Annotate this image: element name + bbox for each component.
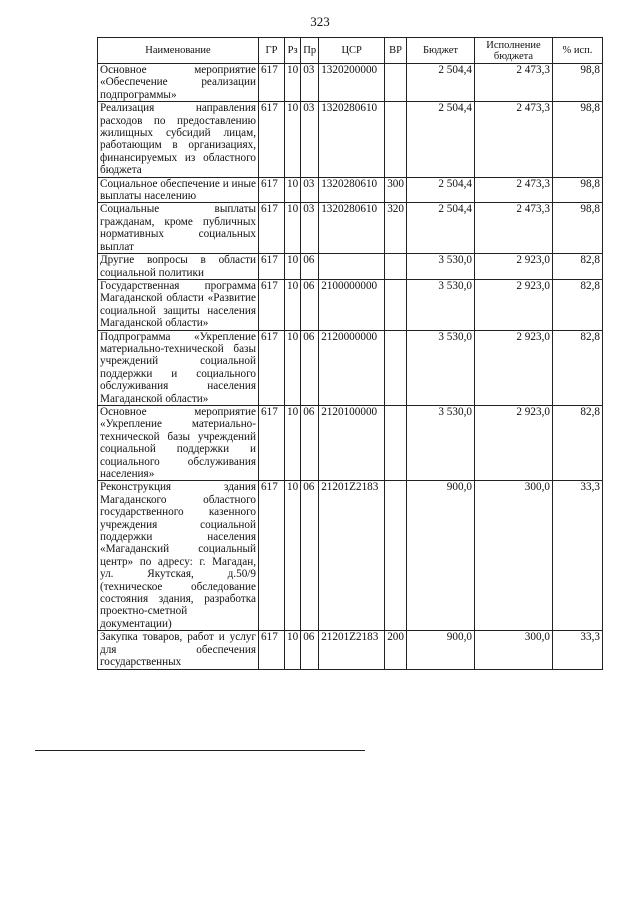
cell-pr: 06 (301, 254, 319, 280)
header-execution: Исполнение бюджета (474, 38, 552, 64)
cell-percent: 33,3 (552, 631, 602, 669)
cell-rz: 10 (285, 405, 301, 480)
cell-percent: 98,8 (552, 203, 602, 254)
cell-gr: 617 (259, 64, 285, 102)
cell-percent: 33,3 (552, 481, 602, 631)
budget-table (97, 37, 603, 670)
cell-rz: 10 (285, 481, 301, 631)
table-row (98, 254, 603, 280)
cell-execution: 2 473,3 (474, 203, 552, 254)
table-row (98, 330, 603, 405)
cell-rz: 10 (285, 254, 301, 280)
cell-vr (385, 64, 407, 102)
cell-vr (385, 330, 407, 405)
page-number: 323 (310, 14, 330, 29)
cell-rz: 10 (285, 203, 301, 254)
cell-execution: 2 473,3 (474, 102, 552, 177)
cell-budget: 3 530,0 (406, 330, 474, 405)
footer-divider (35, 750, 365, 751)
cell-pr: 03 (301, 203, 319, 254)
cell-execution: 2 473,3 (474, 64, 552, 102)
cell-gr: 617 (259, 631, 285, 669)
cell-name: Подпрограмма «Укрепление материально-технической базы учреждений социальной поддержки и социального обслуживания населения Магаданской области» (98, 330, 259, 405)
cell-name: Основное мероприятие «Укрепление материально-технической базы учреждений социальной поддержки и социального обслуживания населения» (98, 405, 259, 480)
cell-name: Государственная программа Магаданской области «Развитие социальной защиты населения Магаданской области» (98, 279, 259, 330)
cell-pr: 03 (301, 64, 319, 102)
cell-csr: 21201Z2183 (319, 481, 385, 631)
cell-percent: 82,8 (552, 330, 602, 405)
cell-csr: 1320200000 (319, 64, 385, 102)
table-row (98, 631, 603, 669)
cell-execution: 2 473,3 (474, 177, 552, 203)
cell-execution: 300,0 (474, 631, 552, 669)
cell-name: Социальные выплаты гражданам, кроме публичных нормативных социальных выплат (98, 203, 259, 254)
cell-pr: 06 (301, 330, 319, 405)
header-name: Наименование (98, 38, 259, 64)
header-gr: ГР (259, 38, 285, 64)
cell-vr (385, 279, 407, 330)
cell-execution: 2 923,0 (474, 330, 552, 405)
table-row (98, 279, 603, 330)
cell-vr (385, 405, 407, 480)
cell-budget: 3 530,0 (406, 279, 474, 330)
table-row (98, 405, 603, 480)
cell-vr (385, 481, 407, 631)
cell-gr: 617 (259, 330, 285, 405)
cell-budget: 2 504,4 (406, 64, 474, 102)
cell-pr: 03 (301, 177, 319, 203)
cell-vr: 320 (385, 203, 407, 254)
cell-pr: 06 (301, 279, 319, 330)
cell-name: Закупка товаров, работ и услуг для обеспечения государственных (98, 631, 259, 669)
header-pr: Пр (301, 38, 319, 64)
cell-csr: 2120000000 (319, 330, 385, 405)
cell-budget: 900,0 (406, 631, 474, 669)
table-row (98, 481, 603, 631)
cell-csr (319, 254, 385, 280)
cell-budget: 3 530,0 (406, 405, 474, 480)
header-budget: Бюджет (406, 38, 474, 64)
cell-pr: 06 (301, 631, 319, 669)
cell-gr: 617 (259, 177, 285, 203)
cell-name: Другие вопросы в области социальной политики (98, 254, 259, 280)
table-row (98, 102, 603, 177)
cell-budget: 3 530,0 (406, 254, 474, 280)
cell-budget: 2 504,4 (406, 102, 474, 177)
cell-execution: 2 923,0 (474, 279, 552, 330)
cell-pr: 06 (301, 405, 319, 480)
cell-percent: 82,8 (552, 254, 602, 280)
table-header-row (98, 38, 603, 64)
cell-vr (385, 102, 407, 177)
cell-name: Социальное обеспечение и иные выплаты населению (98, 177, 259, 203)
cell-gr: 617 (259, 405, 285, 480)
cell-rz: 10 (285, 102, 301, 177)
header-percent: % исп. (552, 38, 602, 64)
cell-pr: 06 (301, 481, 319, 631)
cell-percent: 98,8 (552, 102, 602, 177)
cell-rz: 10 (285, 330, 301, 405)
cell-execution: 2 923,0 (474, 254, 552, 280)
cell-name: Реконструкция здания Магаданского областного государственного казенного учреждения социальной поддержки населения «Магаданский социальный центр» по адресу: г. Магадан, ул. Якутская, д.50/9 (техническое обследование состояния здания, разработка проектно-сметной документации) (98, 481, 259, 631)
table-row (98, 203, 603, 254)
cell-csr: 1320280610 (319, 102, 385, 177)
cell-execution: 300,0 (474, 481, 552, 631)
cell-name: Реализация направления расходов по предоставлению жилищных субсидий лицам, работающим в организациях, финансируемых из областного бюджета (98, 102, 259, 177)
table-row (98, 64, 603, 102)
cell-budget: 900,0 (406, 481, 474, 631)
table-row (98, 177, 603, 203)
cell-name: Основное мероприятие «Обеспечение реализации подпрограммы» (98, 64, 259, 102)
cell-execution: 2 923,0 (474, 405, 552, 480)
cell-percent: 98,8 (552, 177, 602, 203)
cell-vr: 200 (385, 631, 407, 669)
cell-rz: 10 (285, 177, 301, 203)
cell-csr: 2100000000 (319, 279, 385, 330)
cell-gr: 617 (259, 279, 285, 330)
cell-csr: 1320280610 (319, 203, 385, 254)
cell-budget: 2 504,4 (406, 177, 474, 203)
cell-pr: 03 (301, 102, 319, 177)
cell-rz: 10 (285, 64, 301, 102)
header-vr: ВР (385, 38, 407, 64)
cell-gr: 617 (259, 481, 285, 631)
cell-rz: 10 (285, 279, 301, 330)
cell-gr: 617 (259, 102, 285, 177)
cell-budget: 2 504,4 (406, 203, 474, 254)
header-rz: Рз (285, 38, 301, 64)
cell-vr: 300 (385, 177, 407, 203)
cell-csr: 1320280610 (319, 177, 385, 203)
cell-percent: 98,8 (552, 64, 602, 102)
cell-percent: 82,8 (552, 279, 602, 330)
cell-csr: 21201Z2183 (319, 631, 385, 669)
cell-percent: 82,8 (552, 405, 602, 480)
cell-gr: 617 (259, 254, 285, 280)
cell-rz: 10 (285, 631, 301, 669)
header-csr: ЦСР (319, 38, 385, 64)
cell-gr: 617 (259, 203, 285, 254)
cell-vr (385, 254, 407, 280)
cell-csr: 2120100000 (319, 405, 385, 480)
